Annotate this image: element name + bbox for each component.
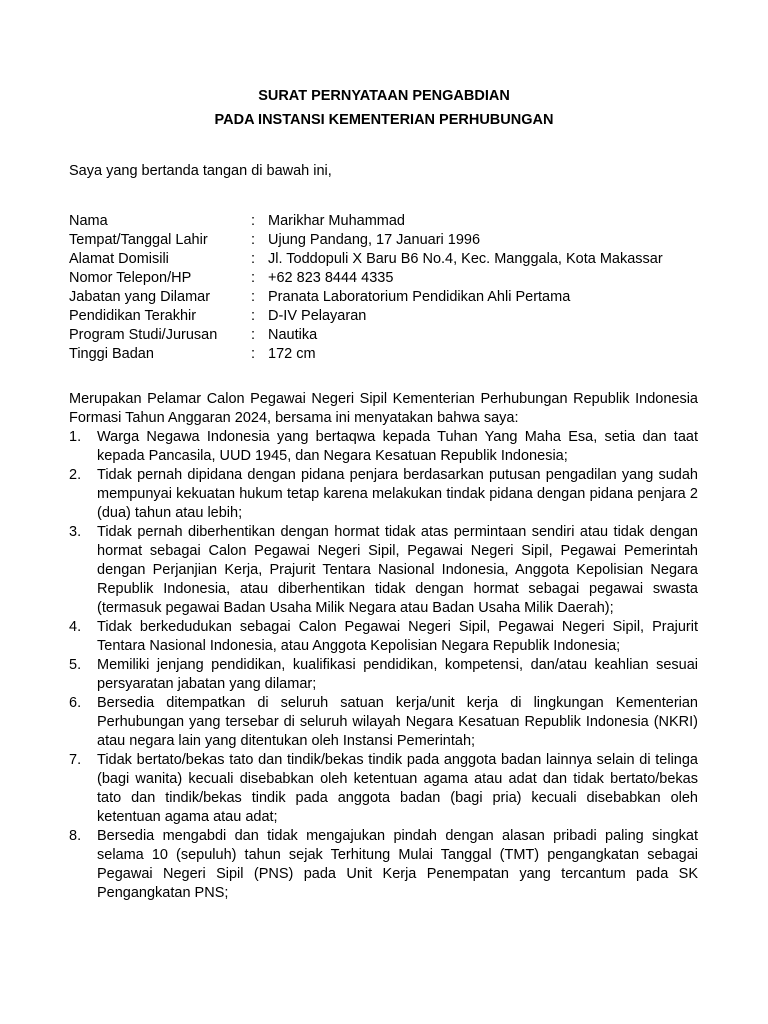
field-colon: : [251, 289, 256, 305]
field-row-jabatan [69, 288, 709, 307]
document-title: SURAT PERNYATAAN PENGABDIAN [258, 88, 510, 104]
list-item [69, 618, 698, 656]
field-colon: : [251, 346, 256, 362]
list-item-text: Tidak pernah dipidana dengan pidana penjara berdasarkan putusan pengadilan yang sudah mempunyai kekuatan hukum tetap karena melakukan tindak pidana dengan pidana penjara 2 (dua) tahun atau lebih; [97, 467, 698, 521]
field-row-alamat-domisili [69, 250, 709, 269]
field-label: Program Studi/Jurusan [69, 327, 218, 343]
field-colon: : [251, 270, 256, 286]
list-item-text: Bersedia ditempatkan di seluruh satuan kerja/unit kerja di lingkungan Kementerian Perhubungan yang tersebar di seluruh wilayah Negara Kesatuan Republik Indonesia (NKRI) atau negara lain yang ditentukan oleh Instansi Pemerintah; [97, 695, 698, 749]
list-item [69, 523, 698, 618]
field-colon: : [251, 251, 256, 267]
field-label: Pendidikan Terakhir [69, 308, 197, 324]
list-item [69, 694, 698, 751]
field-row-tempat-tanggal-lahir [69, 231, 709, 250]
field-value: Jl. Toddopuli X Baru B6 No.4, Kec. Manggala, Kota Makassar [268, 251, 663, 267]
list-item-number: 4. [69, 619, 82, 635]
field-value: Marikhar Muhammad [268, 213, 405, 229]
list-item [69, 466, 698, 523]
field-row-pendidikan [69, 307, 709, 326]
statement-paragraph: Merupakan Pelamar Calon Pegawai Negeri Sipil Kementerian Perhubungan Republik Indonesia Formasi Tahun Anggaran 2024, bersama ini menyatakan bahwa saya: [69, 391, 698, 426]
field-label: Nama [69, 213, 108, 229]
list-item [69, 428, 698, 466]
list-item-number: 6. [69, 695, 82, 711]
intro-text: Saya yang bertanda tangan di bawah ini, [69, 163, 332, 179]
field-label: Jabatan yang Dilamar [69, 289, 211, 305]
field-value: Ujung Pandang, 17 Januari 1996 [268, 232, 481, 248]
list-item-text: Bersedia mengabdi dan tidak mengajukan pindah dengan alasan pribadi paling singkat selama 10 (sepuluh) tahun sejak Terhitung Mulai Tanggal (TMT) pengangkatan sebagai Pegawai Negeri Sipil (PNS) pada Unit Kerja Penempatan yang tercantum pada SK Pengangkatan PNS; [97, 828, 698, 901]
field-value: D-IV Pelayaran [268, 308, 367, 324]
field-label: Tempat/Tanggal Lahir [69, 232, 208, 248]
list-item-number: 1. [69, 429, 82, 445]
field-colon: : [251, 327, 256, 343]
field-colon: : [251, 213, 256, 229]
list-item-number: 8. [69, 828, 82, 844]
field-value: +62 823 8444 4335 [268, 270, 394, 286]
list-item-number: 5. [69, 657, 82, 673]
field-value: Pranata Laboratorium Pendidikan Ahli Pertama [268, 289, 571, 305]
statement-points-list [69, 428, 698, 903]
field-row-tinggi-badan [69, 345, 709, 364]
field-colon: : [251, 308, 256, 324]
list-item-text: Tidak berkedudukan sebagai Calon Pegawai Negeri Sipil, Pegawai Negeri Sipil, Prajurit Tentara Nasional Indonesia, atau Anggota Kepolisian Negara Republik Indonesia; [97, 619, 698, 654]
field-value: 172 cm [268, 346, 316, 362]
field-label: Tinggi Badan [69, 346, 154, 362]
field-row-program-studi [69, 326, 709, 345]
list-item-text: Warga Negawa Indonesia yang bertaqwa kepada Tuhan Yang Maha Esa, setia dan taat kepada Pancasila, UUD 1945, dan Negara Kesatuan Republik Indonesia; [97, 429, 698, 464]
field-label: Nomor Telepon/HP [69, 270, 192, 286]
list-item [69, 751, 698, 827]
list-item-text: Memiliki jenjang pendidikan, kualifikasi pendidikan, kompetensi, dan/atau keahlian sesuai persyaratan jabatan yang dilamar; [97, 657, 698, 692]
field-row-nomor-telepon [69, 269, 709, 288]
list-item-number: 3. [69, 524, 82, 540]
field-label: Alamat Domisili [69, 251, 169, 267]
field-colon: : [251, 232, 256, 248]
personal-info-fields [69, 212, 709, 364]
document-subtitle: PADA INSTANSI KEMENTERIAN PERHUBUNGAN [214, 112, 554, 128]
list-item-text: Tidak bertato/bekas tato dan tindik/bekas tindik pada anggota badan lainnya selain di telinga (bagi wanita) kecuali disebabkan oleh ketentuan agama atau adat dan tidak bertato/bekas tato dan tindik/bekas tindik pada anggota badan (bagi pria) kecuali disebabkan oleh ketentuan agama atau adat; [97, 752, 698, 825]
list-item-number: 7. [69, 752, 82, 768]
list-item [69, 827, 698, 903]
list-item-number: 2. [69, 467, 82, 483]
list-item [69, 656, 698, 694]
field-value: Nautika [268, 327, 318, 343]
field-row-nama [69, 212, 709, 231]
list-item-text: Tidak pernah diberhentikan dengan hormat tidak atas permintaan sendiri atau tidak dengan hormat sebagai Calon Pegawai Negeri Sipil, Pegawai Negeri Sipil, Pegawai Pemerintah dengan Perjanjian Kerja, Prajurit Tentara Nasional Indonesia, Anggota Kepolisian Negara Republik Indonesia, atau diberhentikan tidak dengan hormat sebagai pegawai swasta (termasuk pegawai Badan Usaha Milik Negara atau Badan Usaha Milik Daerah); [97, 524, 698, 616]
